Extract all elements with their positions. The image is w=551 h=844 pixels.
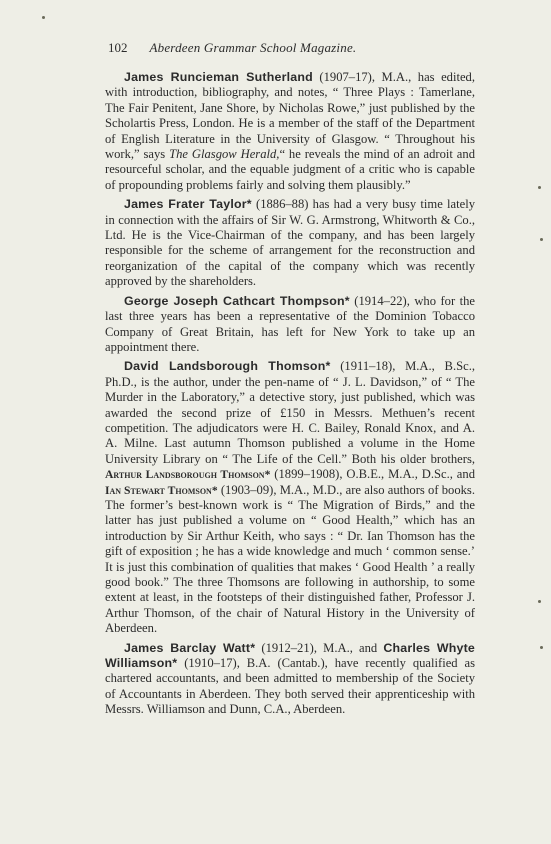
page-number: 102 bbox=[108, 40, 128, 55]
paper-speck bbox=[42, 16, 45, 19]
person-name: David Landsborough Thomson* bbox=[124, 359, 331, 374]
paragraph-taylor: James Frater Taylor* (1886–88) has had a very busy time lately in connection with the affairs of Sir W. G. Armstrong, Whitworth & Co., Ltd. He is the Vice-Chairman of the company, and has been largely responsible for the scheme of arrangement for the reconstruction and reorganization of the capital of the company which was recently approved by the shareholders. bbox=[105, 197, 475, 289]
paper-speck bbox=[538, 600, 541, 603]
publication-title: The Glasgow Herald, bbox=[169, 147, 280, 162]
paper-speck bbox=[540, 646, 543, 649]
page-header bbox=[108, 40, 468, 56]
person-name: James Barclay Watt* bbox=[124, 640, 256, 655]
person-name: James Runcieman Sutherland bbox=[124, 70, 313, 84]
person-name: James Frater Taylor* bbox=[124, 197, 252, 212]
paper-speck bbox=[538, 186, 541, 189]
paragraph-watt-williamson: James Barclay Watt* (1912–21), M.A., and Charles Whyte Williamson* (1910–17), B.A. (Cantab.), have recently qualified as chartered accountants, and been admitted to membership of the Society of Accountants in Aberdeen. They both served their apprenticeship with Messrs. Williamson and Dunn, C.A., Aberdeen. bbox=[105, 640, 475, 717]
running-title: Aberdeen Grammar School Magazine. bbox=[149, 40, 357, 55]
paragraph-thompson: George Joseph Cathcart Thompson* (1914–22), who for the last three years has been a representative of the Dominion Tobacco Company of Great Britain, has left for New York to take up an appointment there. bbox=[105, 293, 475, 354]
paragraph-sutherland: James Runcieman Sutherland (1907–17), M.A., has edited, with introduction, bibliography, and notes, “ Three Plays : Tamerlane, The Fair Penitent, Jane Shore, by Nicholas Rowe,” just published by the Scholartis Press, London. He is a member of the staff of the Department of English Literature in the University of Glasgow. “ Throughout his work,” says The Glasgow Herald,“ he reveals the mind of an adroit and resourceful scholar, and the equable judgment of a critic who is capable of propounding problems fairly and solving them plausibly.” bbox=[105, 70, 475, 192]
sibling-name: Ian Stewart Thomson* bbox=[105, 483, 218, 497]
paper-speck bbox=[540, 238, 543, 241]
person-name: George Joseph Cathcart Thompson* bbox=[124, 293, 350, 308]
sibling-name: Arthur Landsborough Thomson* bbox=[105, 468, 271, 482]
article-body bbox=[105, 70, 475, 722]
person-name: Charles Whyte Williamson* bbox=[105, 640, 475, 671]
paragraph-thomson: David Landsborough Thomson* (1911–18), M.A., B.Sc., Ph.D., is the author, under the pen-name of “ J. L. Davidson,” of “ The Murder in the Laboratory,” a detective story, just published, which was awarded the second prize of £150 in Messrs. Methuen’s recent competition. The adjudicators were H. C. Bailey, Ronald Knox, and A. A. Milne. Last autumn Thomson published a volume in the Home University Library on “ The Life of the Cell.” Both his older brothers, Arthur Landsborough Thomson* (1899–1908), O.B.E., M.A., D.Sc., and Ian Stewart Thomson* (1903–09), M.A., M.D., are also authors of books. The former’s best-known work is “ The Migration of Birds,” and the latter has just published a volume on “ Good Health,” which has an introduction by Sir Arthur Keith, who says : “ Dr. Ian Thomson has the gift of exposition ; he has a wide knowledge and much ‘ common sense.’ It is just this combination of qualities that makes ‘ Good Health ’ a really good book.” The three Thomsons are following in authorship, to some extent at least, in the footsteps of their distinguished father, Professor J. Arthur Thomson, of the chair of Natural History in the University of Aberdeen. bbox=[105, 359, 475, 636]
